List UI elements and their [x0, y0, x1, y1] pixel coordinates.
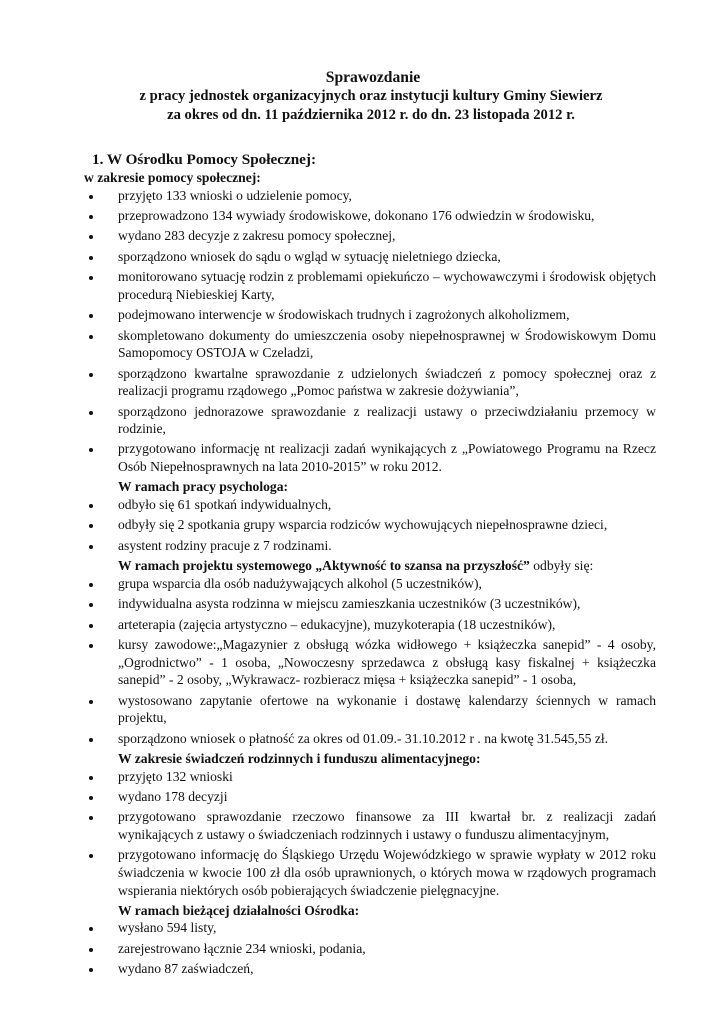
list-item: wydano 87 zaświadczeń, — [90, 960, 656, 978]
list-item: wysłano 594 listy, — [90, 919, 656, 937]
section-heading: 1. W Ośrodku Pomocy Społecznej: — [92, 151, 317, 168]
list-item: zarejestrowano łącznie 234 wnioski, podania, — [90, 940, 656, 958]
psychologist-block — [90, 478, 656, 554]
list-item: arteterapia (zajęcia artystyczno – edukacyjne), muzykoterapia (18 uczestników), — [90, 616, 656, 634]
document-title: Sprawozdanie — [325, 69, 421, 86]
project-heading-suffix: odbyły się: — [529, 558, 594, 574]
list-item: wydano 178 decyzji — [90, 788, 656, 806]
list-item: grupa wsparcia dla osób nadużywających alkohol (5 uczestników), — [90, 575, 656, 593]
project-heading — [118, 557, 656, 575]
psychologist-list — [90, 496, 656, 554]
list-item: monitorowano sytuację rodzin z problemami opiekuńczo – wychowawczymi i środowisk objętych procedurą Niebieskiej Karty, — [90, 268, 656, 303]
project-heading-prefix: W ramach projektu systemowego — [118, 558, 316, 574]
list-item: wydano 283 decyzje z zakresu pomocy społecznej, — [90, 227, 656, 245]
project-heading-name: „Aktywność to szansa na przyszłość” — [315, 558, 530, 574]
list-item: przyjęto 133 wnioski o udzielenie pomocy, — [90, 187, 656, 205]
current-activity-list — [90, 919, 656, 977]
list-item: indywidualna asysta rodzinna w miejscu zamieszkania uczestników (3 uczestników), — [90, 595, 656, 613]
family-benefits-block — [90, 750, 656, 899]
list-item: odbyło się 61 spotkań indywidualnych, — [90, 496, 656, 514]
project-list — [90, 575, 656, 747]
list-item: wystosowano zapytanie ofertowe na wykonanie i dostawę kalendarzy ściennych w ramach projektu, — [90, 692, 656, 727]
list-item: przygotowano informację nt realizacji zadań wynikających z „Powiatowego Programu na Rzecz Osób Niepełnosprawnych na lata 2010-2015” w roku 2012. — [90, 440, 656, 475]
list-item: sporządzono kwartalne sprawozdanie z udzielonych świadczeń z pomocy społecznej oraz z realizacji programu rządowego „Pomoc państwa w zakresie dożywiania”, — [90, 365, 656, 400]
list-item: przygotowano informację do Śląskiego Urzędu Wojewódzkiego w sprawie wypłaty w 2012 roku świadczenia w kwocie 100 zł dla osób uprawnionych, o których mowa w rządowych programach wspierania niektórych osób pobierających świadczenie pielęgnacyjne. — [90, 846, 656, 899]
family-benefits-heading: W zakresie świadczeń rodzinnych i funduszu alimentacyjnego: — [118, 750, 481, 766]
social-assistance-block — [84, 169, 656, 476]
list-item: podejmowano interwencje w środowiskach trudnych i zagrożonych alkoholizmem, — [90, 306, 656, 324]
social-assistance-list — [90, 187, 656, 476]
document-subtitle-line2: za okres od dn. 11 października 2012 r. do dn. 23 listopada 2012 r. — [167, 106, 575, 123]
current-activity-heading: W ramach bieżącej działalności Ośrodka: — [118, 902, 360, 918]
list-item: przyjęto 132 wnioski — [90, 768, 656, 786]
list-item: sporządzono jednorazowe sprawozdanie z realizacji ustawy o przeciwdziałaniu przemocy w rodzinie, — [90, 403, 656, 438]
current-activity-block — [90, 902, 656, 978]
list-item: sporządzono wniosek o płatność za okres od 01.09.- 31.10.2012 r . na kwotę 31.545,55 zł. — [90, 730, 656, 748]
list-item: przeprowadzono 134 wywiady środowiskowe, dokonano 176 odwiedzin w środowisku, — [90, 207, 656, 225]
list-item: skompletowano dokumenty do umieszczenia osoby niepełnosprawnej w Środowiskowym Domu Samopomocy OSTOJA w Czeladzi, — [90, 327, 656, 362]
document-subtitle-line1: z pracy jednostek organizacyjnych oraz instytucji kultury Gminy Siewierz — [139, 88, 603, 104]
list-item: kursy zawodowe:„Magazynier z obsługą wózka widłowego + książeczka sanepid” - 4 osoby, „Ogrodnictwo” - 1 osoba, „Nowoczesny sprzedawca z obsługą kasy fiskalnej + książeczka sanepid” - 2 osoby, „Wykrawacz- rozbieracz mięsa + książeczka sanepid” - 1 osoba, — [90, 636, 656, 689]
list-item: asystent rodziny pracuje z 7 rodzinami. — [90, 537, 656, 555]
family-benefits-list — [90, 768, 656, 900]
social-assistance-heading: w zakresie pomocy społecznej: — [84, 170, 261, 185]
list-item: odbyły się 2 spotkania grupy wsparcia rodziców wychowujących niepełnosprawne dzieci, — [90, 516, 656, 534]
psychologist-heading: W ramach pracy psychologa: — [118, 479, 289, 495]
project-block — [90, 557, 656, 747]
list-item: sporządzono wniosek do sądu o wgląd w sytuację nieletniego dziecka, — [90, 248, 656, 266]
list-item: przygotowano sprawozdanie rzeczowo finansowe za III kwartał br. z realizacji zadań wynikających z ustawy o świadczeniach rodzinnych i ustawy o funduszu alimentacyjnym, — [90, 808, 656, 843]
